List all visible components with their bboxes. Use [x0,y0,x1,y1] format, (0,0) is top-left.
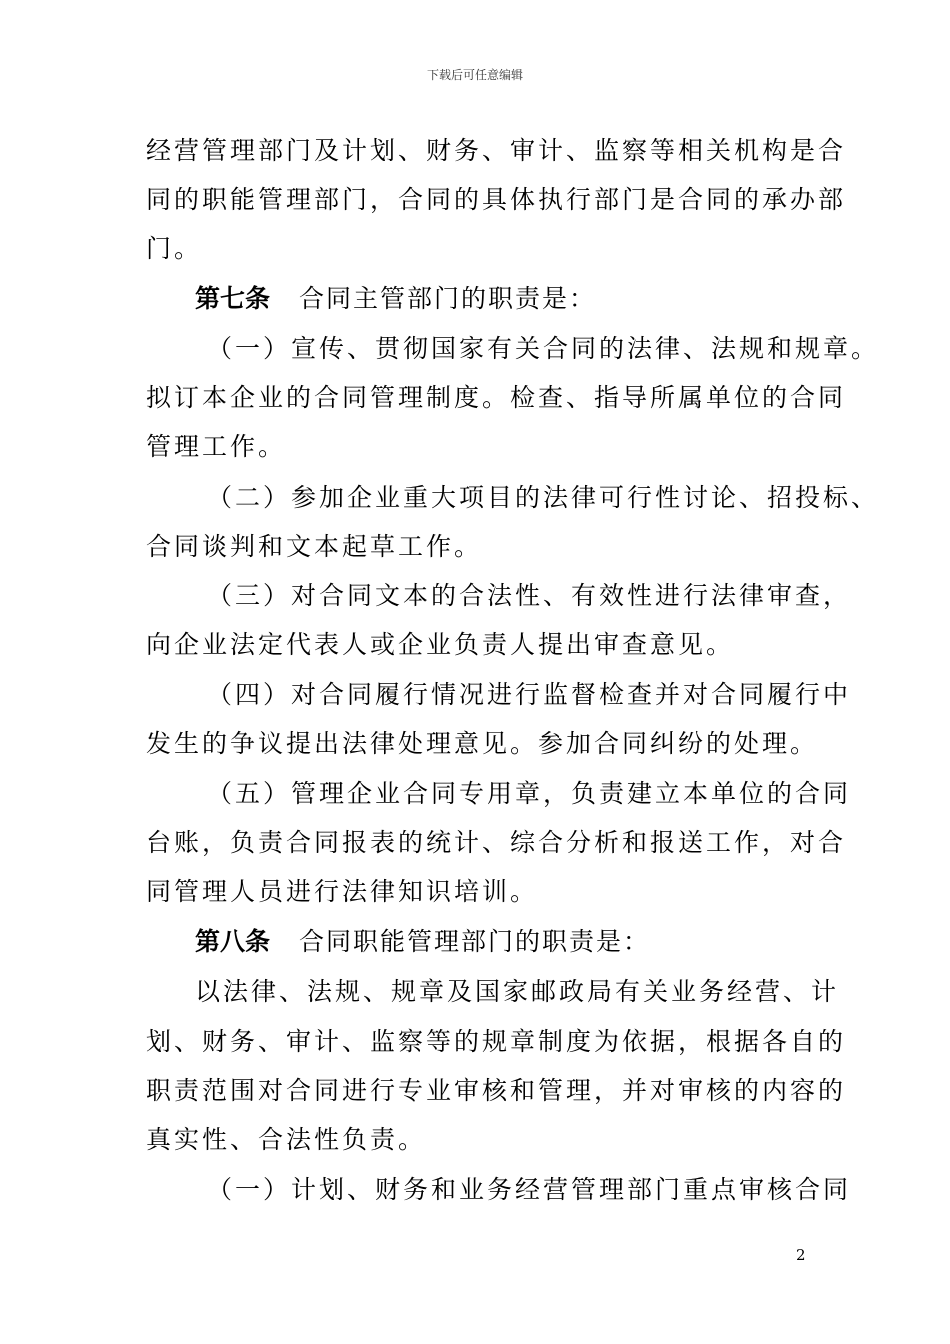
article-8-heading [195,924,650,960]
article-7-label: 第七条 [195,284,271,313]
body-line: （四）对合同履行情况进行监督检查并对合同履行中 [207,680,852,709]
article-8-text: 合同职能管理部门的职责是： [298,927,650,956]
header-note: 下载后可任意编辑 [426,68,523,82]
body-line: 真实性、合法性负责。 [146,1125,427,1154]
body-line: 同的职能管理部门，合同的具体执行部门是合同的承办部 [146,185,847,214]
article-7-heading [195,281,596,317]
page-number: 2 [796,1246,806,1264]
body-line: 同管理人员进行法律知识培训。 [146,877,539,906]
body-line: 管理工作。 [146,432,287,461]
body-line: 门。 [146,234,203,263]
body-line: （一）计划、财务和业务经营管理部门重点审核合同 [207,1175,852,1204]
body-line: 发生的争议提出法律处理意见。参加合同纠纷的处理。 [146,729,819,758]
body-line: 职责范围对合同进行专业审核和管理，并对审核的内容的 [146,1076,847,1105]
body-line: 以法律、法规、规章及国家邮政局有关业务经营、计 [195,977,840,1006]
body-line: （三）对合同文本的合法性、有效性进行法律审查， [207,581,852,610]
body-line: 台账，负责合同报表的统计、综合分析和报送工作，对合 [146,828,847,857]
body-line: （五）管理企业合同专用章，负责建立本单位的合同 [207,779,852,808]
article-8-label: 第八条 [195,927,271,956]
article-7-text: 合同主管部门的职责是： [298,284,596,313]
body-line: 合同谈判和文本起草工作。 [146,532,483,561]
body-line: 拟订本企业的合同管理制度。检查、指导所属单位的合同 [146,383,847,412]
body-line: （二）参加企业重大项目的法律可行性讨论、招投标、 [207,483,880,512]
body-line: 经营管理部门及计划、财务、审计、监察等相关机构是合 [146,136,847,165]
body-line: 划、财务、审计、监察等的规章制度为依据，根据各自的 [146,1027,847,1056]
body-line: 向企业法定代表人或企业负责人提出审查意见。 [146,630,735,659]
body-line: （一）宣传、贯彻国家有关合同的法律、法规和规章。 [207,334,880,363]
